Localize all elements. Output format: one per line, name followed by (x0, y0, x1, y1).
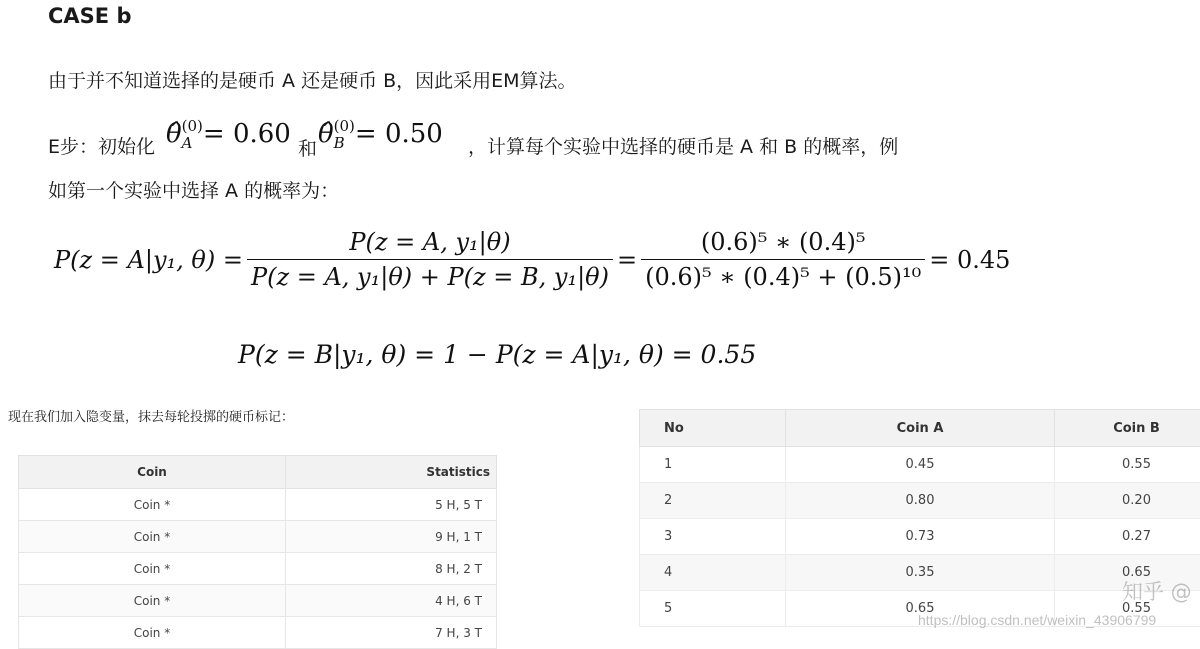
zhihu-watermark: 知乎 @ (1122, 576, 1192, 606)
table-row (19, 553, 497, 585)
cell-statistics: 9 H, 1 T (286, 521, 497, 553)
cell-statistics: 8 H, 2 T (286, 553, 497, 585)
estep-line2: 如第一个实验中选择 A 的概率为： (48, 176, 339, 203)
cell-coin: Coin * (19, 521, 286, 553)
theta-b-init: θ̂ (0) B = 0.50 (318, 118, 443, 152)
cell-coin-b: 0.20 (1055, 483, 1200, 519)
coin-probability-table (639, 409, 1200, 627)
cell-no: 2 (640, 483, 786, 519)
cell-coin-b: 0.55 (1055, 591, 1200, 627)
cell-coin-a: 0.45 (786, 447, 1055, 483)
header-coin-a: Coin A (786, 410, 1055, 447)
eq1-numerator-2: (0.6)⁵ ∗ (0.4)⁵ (697, 228, 870, 259)
coin-statistics-table (18, 455, 497, 649)
cell-coin: Coin * (19, 617, 286, 649)
cell-coin-b: 0.27 (1055, 519, 1200, 555)
intro-text: 由于并不知道选择的是硬币 A 还是硬币 B，因此采用EM算法。 (48, 66, 577, 93)
eq1-numerator-1: P(z = A, y₁|θ) (345, 228, 514, 259)
cell-coin-a: 0.35 (786, 555, 1055, 591)
table-row (640, 555, 1200, 591)
cell-coin-a: 0.73 (786, 519, 1055, 555)
cell-no: 1 (640, 447, 786, 483)
case-title: CASE b (48, 4, 131, 28)
header-coin: Coin (19, 456, 286, 489)
table-row (19, 617, 497, 649)
table-row (640, 483, 1200, 519)
cell-coin: Coin * (19, 585, 286, 617)
estep-tail: ，计算每个实验中选择的硬币是 A 和 B 的概率，例 (468, 132, 898, 159)
cell-no: 5 (640, 591, 786, 627)
cell-coin-a: 0.80 (786, 483, 1055, 519)
equation-posterior-b: P(z = B|y₁, θ) = 1 − P(z = A|y₁, θ) = 0.55 (238, 340, 756, 369)
table-row (19, 585, 497, 617)
header-statistics: Statistics (286, 456, 497, 489)
cell-no: 4 (640, 555, 786, 591)
table-row (640, 447, 1200, 483)
eq1-result: = 0.45 (929, 246, 1010, 274)
theta-a-init: θ̂ (0) A = 0.60 (166, 118, 291, 152)
table-row (640, 519, 1200, 555)
eq1-equals: = (617, 246, 637, 274)
eq1-fraction-2 (641, 228, 925, 291)
eq1-lhs: P(z = A|y₁, θ) = (54, 246, 243, 274)
hidden-variable-note: 现在我们加入隐变量，抹去每轮投掷的硬币标记： (8, 406, 294, 425)
cell-coin: Coin * (19, 553, 286, 585)
cell-coin-b: 0.55 (1055, 447, 1200, 483)
cell-statistics: 7 H, 3 T (286, 617, 497, 649)
cell-no: 3 (640, 519, 786, 555)
cell-coin-a: 0.65 (786, 591, 1055, 627)
table-header-row (640, 410, 1200, 447)
eq1-fraction-1 (247, 228, 613, 291)
header-no: No (640, 410, 786, 447)
csdn-url-watermark: https://blog.csdn.net/weixin_43906799 (918, 612, 1156, 628)
table-header-row (19, 456, 497, 489)
cell-statistics: 5 H, 5 T (286, 489, 497, 521)
table-row (19, 489, 497, 521)
equation-posterior-a (52, 228, 1012, 291)
table-row (19, 521, 497, 553)
eq1-denominator-2: (0.6)⁵ ∗ (0.4)⁵ + (0.5)¹⁰ (641, 259, 925, 291)
header-coin-b: Coin B (1055, 410, 1200, 447)
eq1-denominator-1: P(z = A, y₁|θ) + P(z = B, y₁|θ) (247, 259, 613, 291)
estep-label: E步：初始化 (48, 132, 155, 159)
and-text: 和 (298, 134, 317, 161)
cell-coin-b: 0.65 (1055, 555, 1200, 591)
cell-coin: Coin * (19, 489, 286, 521)
cell-statistics: 4 H, 6 T (286, 585, 497, 617)
